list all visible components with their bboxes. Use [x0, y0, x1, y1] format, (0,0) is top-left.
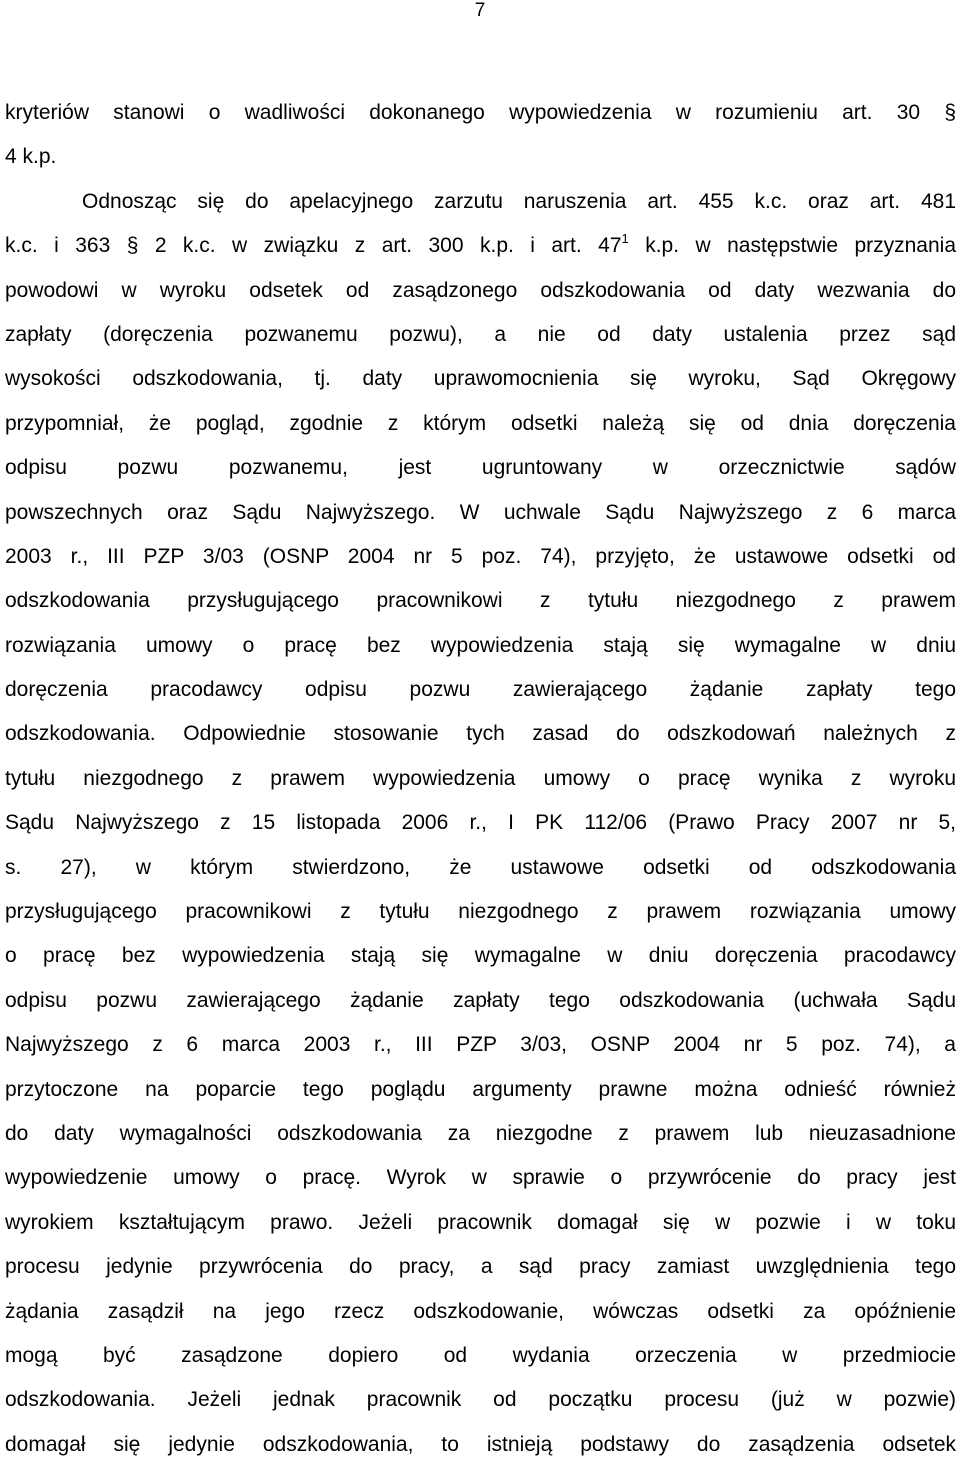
text-line: odpisu pozwu pozwanemu, jest ugruntowany w orzecznictwie sądów	[5, 456, 956, 480]
text-line: wypowiedzenie umowy o pracę. Wyrok w sprawie o przywrócenie do pracy jest	[5, 1166, 956, 1190]
text-line: odszkodowania. Jeżeli jednak pracownik od początku procesu (już w pozwie)	[5, 1388, 956, 1412]
text-line: Sądu Najwyższego z 15 listopada 2006 r., I PK 112/06 (Prawo Pracy 2007 nr 5,	[5, 811, 956, 835]
page-number: 7	[474, 0, 486, 21]
text-line: żądania zasądził na jego rzecz odszkodowanie, wówczas odsetki za opóźnienie	[5, 1299, 956, 1323]
text-line-with-superscript	[5, 224, 956, 268]
text-segment: k.c. i 363 § 2 k.c. w związku z art. 300 k.p. i art. 47	[5, 234, 622, 258]
text-line: powszechnych oraz Sądu Najwyższego. W uchwale Sądu Najwyższego z 6 marca	[5, 500, 956, 524]
text-line: wyrokiem kształtującym prawo. Jeżeli pracownik domagał się w pozwie i w toku	[5, 1210, 956, 1234]
text-line: przytoczone na poparcie tego poglądu argumenty prawne można odnieść również	[5, 1077, 956, 1101]
text-line: przypomniał, że pogląd, zgodnie z którym odsetki należą się od dnia doręczenia	[5, 411, 956, 435]
text-line: procesu jedynie przywrócenia do pracy, a sąd pracy zamiast uwzględnienia tego	[5, 1255, 956, 1279]
text-line: o pracę bez wypowiedzenia stają się wymagalne w dniu doręczenia pracodawcy	[5, 944, 956, 968]
text-line: wysokości odszkodowania, tj. daty uprawomocnienia się wyroku, Sąd Okręgowy	[5, 367, 956, 391]
text-line: 4 k.p.	[5, 145, 57, 169]
superscript: 1	[621, 231, 629, 247]
text-line: kryteriów stanowi o wadliwości dokonanego wypowiedzenia w rozumieniu art. 30 §	[5, 101, 956, 124]
text-line: odszkodowania. Odpowiednie stosowanie tych zasad do odszkodowań należnych z	[5, 722, 956, 746]
text-line: tytułu niezgodnego z prawem wypowiedzenia umowy o pracę wynika z wyroku	[5, 766, 956, 790]
text-line: Odnosząc się do apelacyjnego zarzutu naruszenia art. 455 k.c. oraz art. 481	[82, 189, 956, 213]
text-line: s. 27), w którym stwierdzono, że ustawowe odsetki od odszkodowania	[5, 855, 956, 879]
text-line: 2003 r., III PZP 3/03 (OSNP 2004 nr 5 poz. 74), przyjęto, że ustawowe odsetki od	[5, 544, 956, 568]
text-line: doręczenia pracodawcy odpisu pozwu zawierającego żądanie zapłaty tego	[5, 678, 956, 702]
document-body	[5, 91, 956, 1467]
text-line: odpisu pozwu zawierającego żądanie zapłaty tego odszkodowania (uchwała Sądu	[5, 988, 956, 1012]
text-line: domagał się jedynie odszkodowania, to istnieją podstawy do zasądzenia odsetek	[5, 1432, 956, 1456]
text-line: rozwiązania umowy o pracę bez wypowiedzenia stają się wymagalne w dniu	[5, 633, 956, 657]
text-line: odszkodowania przysługującego pracownikowi z tytułu niezgodnego z prawem	[5, 589, 956, 613]
text-line: zapłaty (doręczenia pozwanemu pozwu), a nie od daty ustalenia przez sąd	[5, 322, 956, 346]
text-line: Najwyższego z 6 marca 2003 r., III PZP 3/03, OSNP 2004 nr 5 poz. 74), a	[5, 1033, 956, 1057]
text-line: do daty wymagalności odszkodowania za niezgodne z prawem lub nieuzasadnione	[5, 1121, 956, 1145]
text-line: mogą być zasądzone dopiero od wydania orzeczenia w przedmiocie	[5, 1343, 956, 1367]
text-line: przysługującego pracownikowi z tytułu niezgodnego z prawem rozwiązania umowy	[5, 900, 956, 924]
text-line: powodowi w wyroku odsetek od zasądzonego odszkodowania od daty wezwania do	[5, 278, 956, 302]
text-segment: k.p. w następstwie przyznania	[628, 234, 956, 258]
